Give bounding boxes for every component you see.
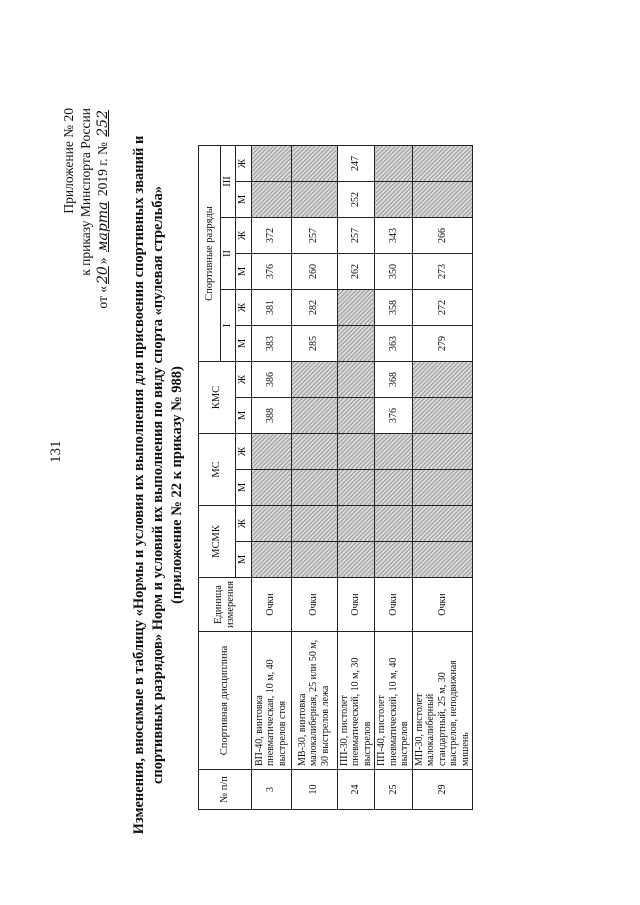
page-number: 131 [48, 440, 64, 463]
cell-ms-f [337, 434, 375, 470]
cell-r2-m: 262 [337, 254, 375, 290]
header-male: М [235, 182, 251, 218]
header-discipline: Спортивная дисциплина [199, 632, 252, 770]
header-unit: Единица измерения [199, 578, 252, 632]
row-discipline: ВП-40, винтовка пневматическая, 10 м, 40 выстрелов стоя [251, 632, 291, 770]
header-female: Ж [235, 362, 251, 398]
cell-r1-f: 381 [251, 290, 291, 326]
title-line-2: спортивных разрядов» Норм и условий их выполнения по виду спорта «пулевая стрельба» [150, 185, 166, 785]
header-msmk: МСМК [199, 506, 236, 578]
norms-table [198, 145, 473, 810]
cell-ms-m [412, 470, 473, 506]
cell-msmk-m [251, 542, 291, 578]
cell-kms-f: 386 [251, 362, 291, 398]
date-mid: » [95, 254, 110, 265]
header-kms: КМС [199, 362, 236, 434]
cell-r1-m: 383 [251, 326, 291, 362]
handwritten-day: 20 [95, 266, 111, 285]
cell-r3-m [375, 182, 413, 218]
date-suffix: 2019 г. № [95, 138, 110, 200]
cell-msmk-f [375, 506, 413, 542]
cell-r2-f: 257 [337, 218, 375, 254]
cell-r2-f: 257 [291, 218, 337, 254]
cell-r1-m: 363 [375, 326, 413, 362]
cell-r3-m: 252 [337, 182, 375, 218]
header-rank-1: I [221, 290, 236, 362]
cell-r2-f: 372 [251, 218, 291, 254]
cell-r1-m [337, 326, 375, 362]
row-discipline: МП-30, пистолет малокалиберный стандартный, 25 м, 30 выстрелов, неподвижная мишень [412, 632, 473, 770]
header-male: М [235, 398, 251, 434]
header-male: М [235, 470, 251, 506]
cell-r3-f: 247 [337, 146, 375, 182]
appendix-date-line [94, 108, 112, 408]
table-row [291, 146, 337, 810]
row-num: 3 [251, 770, 291, 810]
cell-msmk-m [291, 542, 337, 578]
header-ms: МС [199, 434, 236, 506]
row-unit: Очки [291, 578, 337, 632]
cell-r2-m: 273 [412, 254, 473, 290]
cell-kms-f [412, 362, 473, 398]
cell-kms-m: 388 [251, 398, 291, 434]
table-row [375, 146, 413, 810]
cell-r3-m [412, 182, 473, 218]
row-discipline: ПП-30, пистолет пневматический, 10 м, 30 выстрелов [337, 632, 375, 770]
header-female: Ж [235, 434, 251, 470]
document-title [130, 105, 187, 865]
cell-msmk-m [412, 542, 473, 578]
cell-r1-m: 279 [412, 326, 473, 362]
header-male: М [235, 254, 251, 290]
cell-r2-m: 350 [375, 254, 413, 290]
cell-r2-f: 266 [412, 218, 473, 254]
cell-r3-f [291, 146, 337, 182]
header-sport-ranks: Спортивные разряды [199, 146, 221, 362]
handwritten-month: марта [95, 201, 111, 253]
cell-r3-f [251, 146, 291, 182]
header-num: № п/п [199, 770, 252, 810]
cell-r1-f: 358 [375, 290, 413, 326]
row-unit: Очки [375, 578, 413, 632]
row-unit: Очки [337, 578, 375, 632]
date-prefix: от « [95, 286, 110, 309]
row-discipline: ПП-40, пистолет пневматический, 10 м, 40 выстрелов [375, 632, 413, 770]
header-male: М [235, 326, 251, 362]
cell-kms-f [337, 362, 375, 398]
cell-r1-f: 282 [291, 290, 337, 326]
cell-msmk-m [375, 542, 413, 578]
cell-r3-f [412, 146, 473, 182]
cell-ms-f [291, 434, 337, 470]
cell-msmk-f [291, 506, 337, 542]
cell-r1-f: 272 [412, 290, 473, 326]
cell-ms-m [375, 470, 413, 506]
title-line-1: Изменения, вносимые в таблицу «Нормы и условия их выполнения для присвоения спортивных званий и [131, 135, 147, 835]
cell-ms-f [251, 434, 291, 470]
cell-ms-m [337, 470, 375, 506]
header-female: Ж [235, 290, 251, 326]
cell-msmk-f [337, 506, 375, 542]
cell-kms-m [337, 398, 375, 434]
table-row [337, 146, 375, 810]
cell-msmk-f [251, 506, 291, 542]
row-num: 10 [291, 770, 337, 810]
row-num: 25 [375, 770, 413, 810]
appendix-block [60, 108, 112, 408]
title-line-3: (приложение № 22 к приказу № 988) [169, 366, 185, 604]
row-num: 29 [412, 770, 473, 810]
cell-r2-m: 376 [251, 254, 291, 290]
cell-ms-f [375, 434, 413, 470]
cell-r1-f [337, 290, 375, 326]
cell-ms-m [251, 470, 291, 506]
appendix-order-ref: к приказу Минспорта России [78, 108, 93, 276]
cell-kms-m [412, 398, 473, 434]
cell-r3-m [291, 182, 337, 218]
row-unit: Очки [251, 578, 291, 632]
cell-kms-f [291, 362, 337, 398]
row-discipline: МВ-30, винтовка малокалиберная, 25 или 50 м, 30 выстрелов лежа [291, 632, 337, 770]
appendix-title: Приложение № 20 [61, 108, 76, 214]
cell-kms-m [291, 398, 337, 434]
table-row [412, 146, 473, 810]
cell-r2-f: 343 [375, 218, 413, 254]
cell-ms-f [412, 434, 473, 470]
table-row [251, 146, 291, 810]
cell-ms-m [291, 470, 337, 506]
header-female: Ж [235, 506, 251, 542]
header-rank-2: II [221, 218, 236, 290]
cell-msmk-m [337, 542, 375, 578]
header-female: Ж [235, 218, 251, 254]
cell-msmk-f [412, 506, 473, 542]
handwritten-order-number: 252 [95, 110, 111, 137]
cell-kms-m: 376 [375, 398, 413, 434]
header-female: Ж [235, 146, 251, 182]
cell-r2-m: 260 [291, 254, 337, 290]
cell-r3-f [375, 146, 413, 182]
cell-r3-m [251, 182, 291, 218]
row-unit: Очки [412, 578, 473, 632]
header-male: М [235, 542, 251, 578]
cell-kms-f: 368 [375, 362, 413, 398]
row-num: 24 [337, 770, 375, 810]
cell-r1-m: 285 [291, 326, 337, 362]
header-rank-3: III [221, 146, 236, 218]
